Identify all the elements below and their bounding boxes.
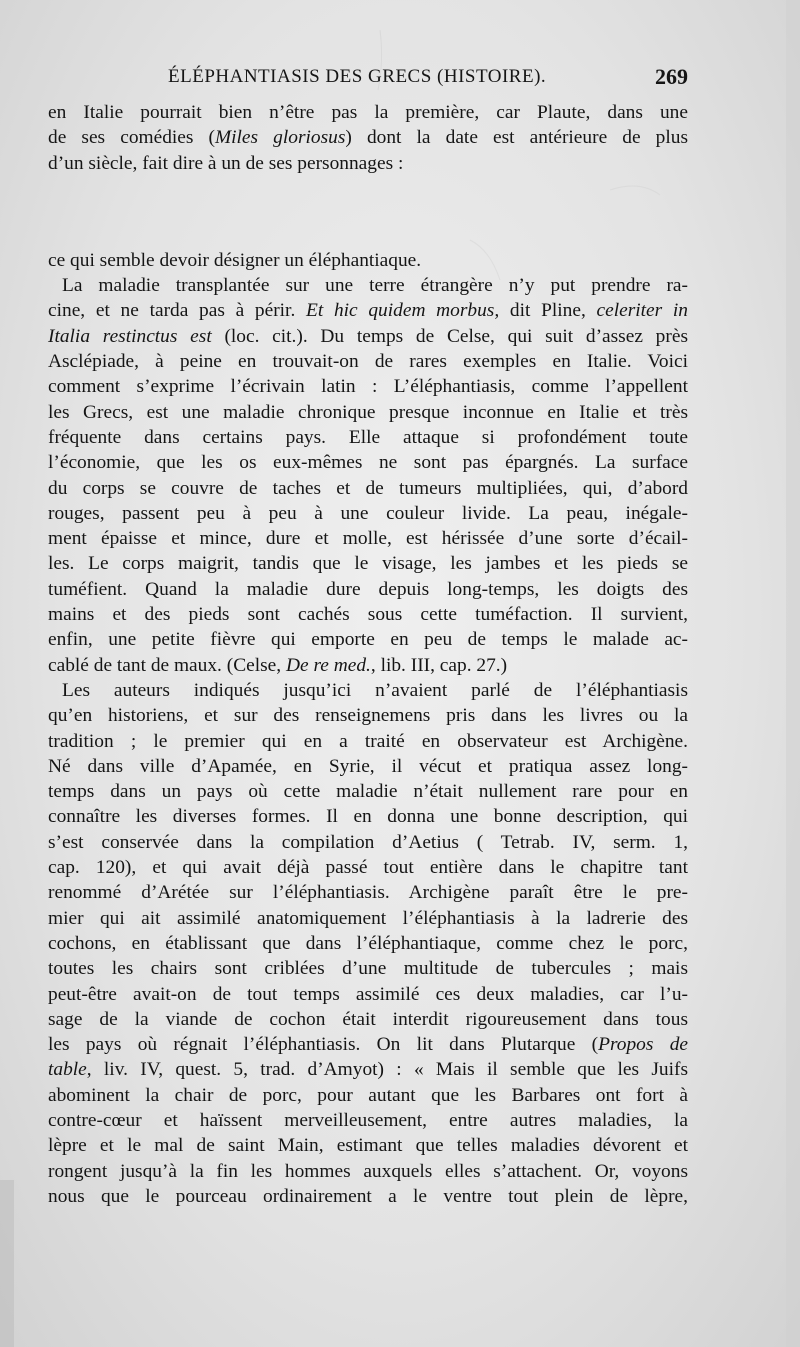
verse-line [172, 186, 688, 210]
text-line: comment s’exprime l’écrivain latin : L’éléphantiasis, comme l’appellent [48, 376, 688, 398]
italic-title: Propos de [598, 1034, 689, 1056]
italic-title: Miles gloriosus [215, 127, 346, 149]
text-run: (loc. cit.). Du temps de Celse, qui suit d’assez près [211, 325, 688, 347]
text-line: contre-cœur et haïssent merveilleusement, entre autres maladies, la [48, 1109, 688, 1131]
italic-title: De re med. [285, 654, 371, 676]
text-line: ce qui semble devoir désigner un éléphantiaque. [48, 249, 422, 271]
text-line: l’économie, que les os eux-mêmes ne sont pas épargnés. La surface [48, 452, 688, 474]
text-line [48, 1057, 688, 1082]
text-run: dit Pline, [499, 300, 597, 322]
text-line: du corps se couvre de taches et de tumeurs multipliées, qui, d’abord [48, 477, 688, 499]
text-line: tuméfient. Quand la maladie dure depuis long-temps, les doigts des [48, 578, 688, 600]
text-line: cochons, en établissant que dans l’éléphantiaque, comme chez le porc, [48, 932, 688, 954]
text-line [48, 1032, 688, 1057]
text-line [48, 298, 688, 323]
text-line: lèpre et le mal de saint Main, estimant que telles maladies dévorent et [48, 1135, 688, 1157]
text-line: s’est conservée dans la compilation d’Aetius ( Tetrab. IV, serm. 1, [48, 831, 688, 853]
text-line: rouges, passent peu à peu à une couleur livide. La peau, inégale- [48, 502, 688, 524]
text-line: cap. 120), et qui avait déjà passé tout entière dans le chapitre tant [48, 857, 688, 879]
text-line [48, 125, 688, 150]
text-line: Asclépiade, à peine en trouvait-on de rares exemples en Italie. Voici [48, 351, 688, 373]
text-line: Les auteurs indiqués jusqu’ici n’avaient parlé de l’éléphantiasis [62, 679, 688, 701]
text-line: les. Le corps maigrit, tandis que le visage, les jambes et les pieds se [48, 553, 688, 575]
text-line: en Italie pourrait bien n’être pas la première, car Plaute, dans une [48, 102, 688, 123]
text-line: nous que le pourceau ordinairement a le ventre tout plein de lèpre, [48, 1185, 688, 1207]
italic-quote: Italia restinctus est [48, 325, 212, 347]
page-header [48, 66, 688, 96]
italic-quote: celeriter in [596, 300, 688, 322]
body-text [48, 100, 688, 1209]
text-run: les pays où régnait l’éléphantiasis. On lit dans Plutarque ( [48, 1034, 599, 1056]
italic-quote: Et hic quidem morbus, [306, 300, 500, 322]
text-run: ) dont la date est antérieure de plus [345, 127, 689, 149]
text-line: fréquente dans certains pays. Elle attaque si profondément toute [48, 426, 688, 448]
text-line: mier qui ait assimilé anatomiquement l’éléphantiasis à la ladrerie des [48, 907, 688, 929]
text-line: abominent la chair de porc, pour autant que les Barbares ont fort à [48, 1084, 688, 1106]
text-line: peut-être avait-on de tout temps assimilé ces deux maladies, car l’u- [48, 983, 688, 1005]
text-line: tradition ; le premier qui en a traité en observateur est Archigène. [48, 730, 688, 752]
text-run: , liv. IV, quest. 5, trad. d’Amyot) : « Mais il semble que les Juifs [86, 1059, 688, 1081]
text-line: Né dans ville d’Apamée, en Syrie, il vécut et pratiqua assez long- [48, 755, 688, 777]
text-line: sage de la viande de cochon était interdit rigoureusement dans tous [48, 1008, 688, 1030]
text-line: temps dans un pays où cette maladie n’était nullement rare pour en [48, 781, 688, 803]
text-line: rongent jusqu’à la fin les hommes auxquels elles s’attachent. Or, voyons [48, 1160, 688, 1182]
text-run: , lib. III, cap. 27.) [370, 654, 508, 676]
text-line: mains et des pieds sont cachés sous cette tuméfaction. Il survient, [48, 604, 688, 626]
text-line: les Grecs, est une maladie chronique presque inconnue en Italie et très [48, 401, 688, 423]
italic-title: table [48, 1059, 87, 1081]
text-line: qu’en historiens, et sur des renseignemens pris dans les livres ou la [48, 705, 688, 727]
running-title: ÉLÉPHANTIASIS DES GRECS (HISTOIRE). [168, 66, 547, 87]
text-line: connaître les diverses formes. Il en donna une bonne description, qui [48, 806, 688, 828]
verse-line [172, 210, 688, 234]
page-number: 269 [655, 64, 688, 89]
text-line: d’un siècle, fait dire à un de ses personnages : [48, 152, 404, 174]
text-line [48, 324, 688, 349]
text-line: renommé d’Arétée sur l’éléphantiasis. Archigène paraît être le pre- [48, 882, 688, 904]
text-line: enfin, une petite fièvre qui emporte en peu de temps le malade ac- [48, 629, 688, 651]
text-run: cablé de tant de maux. (Celse, [48, 654, 286, 676]
text-run: de ses comédies ( [48, 127, 215, 149]
text-line: ment épaisse et mince, dure et molle, est hérissée d’une sorte d’écail- [48, 528, 688, 550]
text-line: La maladie transplantée sur une terre étrangère n’y put prendre ra- [62, 275, 688, 297]
verse-quotation [48, 176, 688, 248]
text-line: toutes les chairs sont criblées d’une multitude de tubercules ; mais [48, 958, 688, 980]
text-line [48, 653, 688, 678]
text-run: cine, et ne tarda pas à périr. [48, 300, 307, 322]
